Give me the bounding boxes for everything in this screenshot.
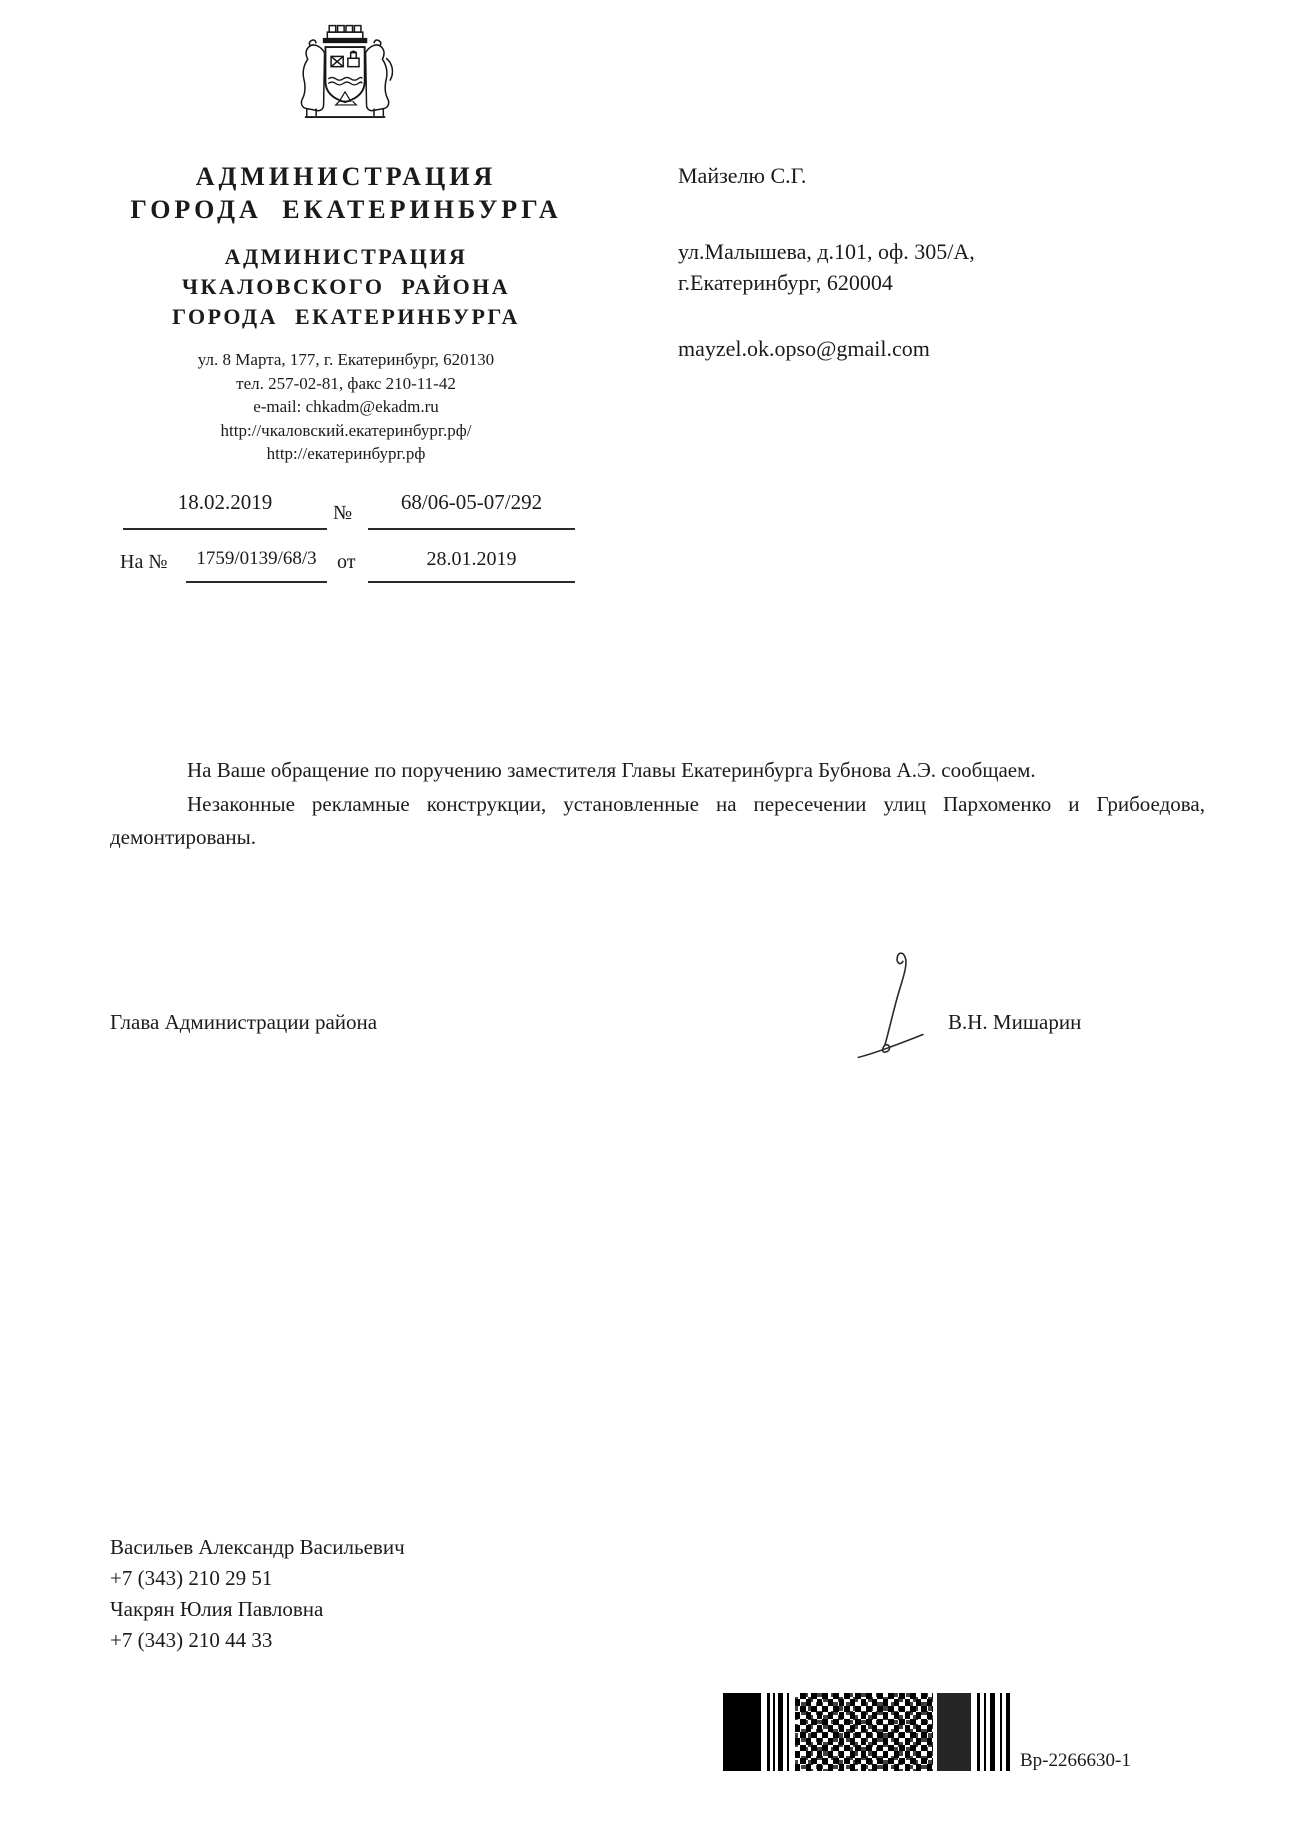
recipient-email: mayzel.ok.opso@gmail.com <box>678 336 930 361</box>
barcode-label: Вр-2266630-1 <box>1020 1750 1131 1771</box>
letterhead-website: http://чкаловский.екатеринбург.рф/ <box>220 420 472 440</box>
letterhead-email: e-mail: chkadm@ekadm.ru <box>253 397 439 416</box>
recipient-address-line: ул.Малышева, д.101, оф. 305/А, <box>678 239 975 264</box>
letter-body <box>110 754 1205 855</box>
recipient-address <box>678 236 975 298</box>
reply-to-date-field: 28.01.2019 <box>368 548 575 583</box>
letterhead-address: ул. 8 Марта, 177, г. Екатеринбург, 620130 <box>197 350 495 369</box>
letterhead-phone: тел. 257-02-81, факс 210-11-42 <box>236 373 456 393</box>
dept-title-line: ЧКАЛОВСКОГО РАЙОНА <box>181 274 511 299</box>
executor-name: Чакрян Юлия Павловна <box>110 1597 324 1621</box>
signer-name: В.Н. Мишарин <box>948 1010 1082 1034</box>
executor-phone: +7 (343) 210 44 33 <box>110 1628 273 1652</box>
dept-title-line: ГОРОДА ЕКАТЕРИНБУРГА <box>172 304 520 329</box>
department-title <box>60 242 632 332</box>
signer-position-title: Глава Администрации района <box>110 1010 378 1034</box>
handwritten-signature-icon <box>845 948 940 1066</box>
from-date-label: от <box>337 551 356 573</box>
dept-title-line: АДМИНИСТРАЦИЯ <box>224 244 468 269</box>
letterhead-contacts <box>60 348 632 466</box>
coat-of-arms-icon <box>290 24 402 128</box>
letterhead-website: http://екатеринбург.рф <box>266 444 426 463</box>
executor-contacts <box>110 1532 405 1656</box>
reply-to-label: На № <box>120 551 168 573</box>
barcode-icon <box>723 1693 1013 1771</box>
outgoing-number-field: 68/06-05-07/292 <box>368 490 575 530</box>
org-title-line: ГОРОДА ЕКАТЕРИНБУРГА <box>130 195 562 224</box>
org-title-line: АДМИНИСТРАЦИЯ <box>195 162 497 191</box>
outgoing-date-field: 18.02.2019 <box>123 490 327 530</box>
executor-phone: +7 (343) 210 29 51 <box>110 1566 273 1590</box>
number-sign: № <box>333 502 353 524</box>
recipient-name: Майзелю С.Г. <box>678 163 807 188</box>
body-paragraph: Незаконные рекламные конструкции, установленные на пересечении улиц Пархоменко и Грибоедова, демонтированы. <box>110 791 1205 849</box>
org-title <box>60 160 632 226</box>
body-paragraph: На Ваше обращение по поручению заместителя Главы Екатеринбурга Бубнова А.Э. сообщаем. <box>187 758 1036 782</box>
reply-to-number-field: 1759/0139/68/3 <box>186 548 327 583</box>
executor-name: Васильев Александр Васильевич <box>110 1535 405 1559</box>
recipient-address-line: г.Екатеринбург, 620004 <box>678 270 893 295</box>
